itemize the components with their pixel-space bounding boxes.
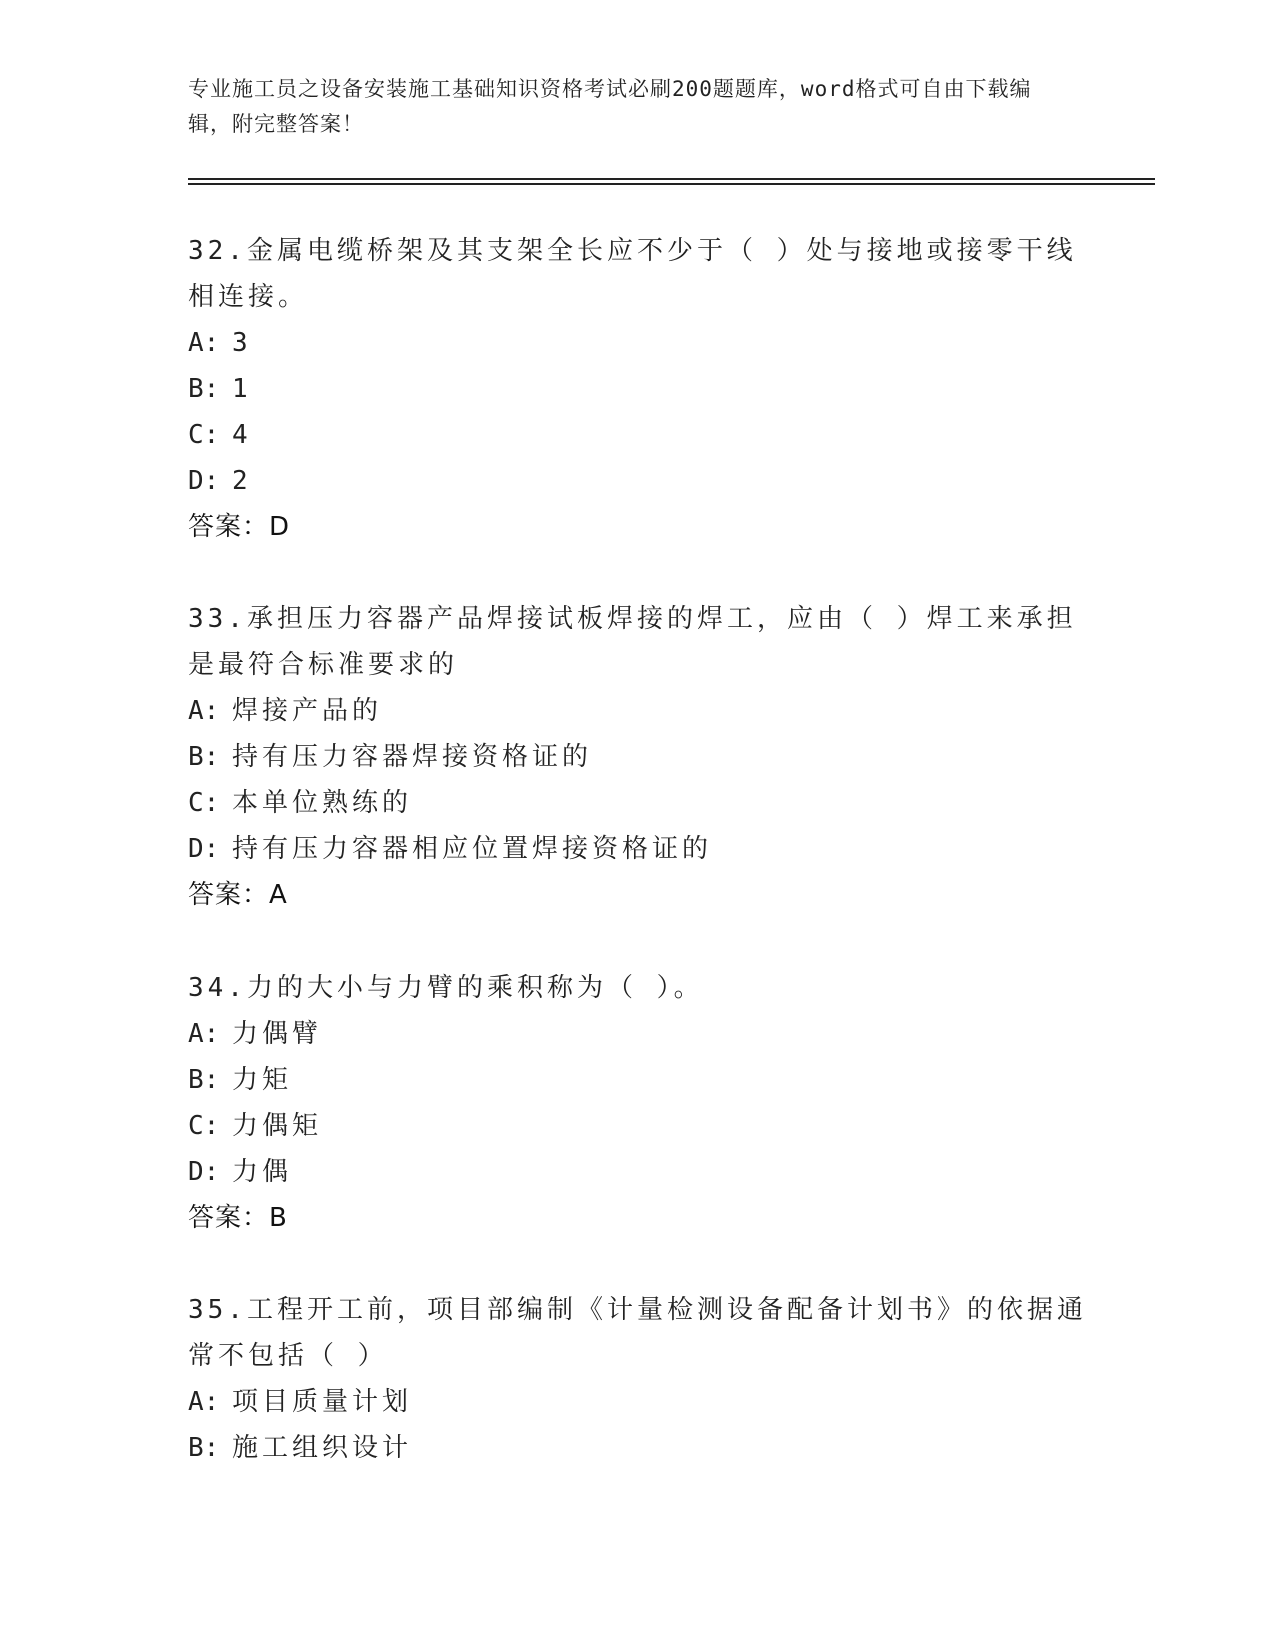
question-33 — [188, 596, 1088, 918]
option-text: 持有压力容器焊接资格证的 — [232, 742, 593, 772]
option-text: 力偶臂 — [232, 1019, 323, 1049]
question-32 — [188, 228, 1088, 550]
option-letter: B: — [188, 374, 220, 404]
option-c — [188, 780, 1088, 826]
option-letter: A: — [188, 696, 220, 726]
option-b — [188, 366, 1088, 412]
option-letter: D: — [188, 834, 220, 864]
question-text: 33.承担压力容器产品焊接试板焊接的焊工，应由（ ）焊工来承担是最符合标准要求的 — [188, 604, 1077, 680]
option-d — [188, 1149, 1088, 1195]
question-35 — [188, 1287, 1088, 1471]
question-text: 35.工程开工前，项目部编制《计量检测设备配备计划书》的依据通常不包括（ ） — [188, 1295, 1087, 1371]
question-34 — [188, 965, 1088, 1241]
option-text: 本单位熟练的 — [232, 788, 413, 818]
option-d — [188, 458, 1088, 504]
option-letter: B: — [188, 1065, 220, 1095]
header-divider-bottom — [188, 183, 1155, 185]
option-letter: B: — [188, 1433, 220, 1463]
option-d — [188, 826, 1088, 872]
option-text: 1 — [232, 374, 252, 404]
option-text: 3 — [232, 328, 252, 358]
option-letter: C: — [188, 1111, 220, 1141]
option-b — [188, 734, 1088, 780]
header-divider-top — [188, 178, 1155, 180]
option-letter: C: — [188, 420, 220, 450]
option-text: 项目质量计划 — [232, 1387, 413, 1417]
option-a — [188, 1011, 1088, 1057]
option-letter: A: — [188, 1387, 220, 1417]
question-text: 34.力的大小与力臂的乘积称为（ ）。 — [188, 973, 704, 1003]
option-text: 焊接产品的 — [232, 696, 383, 726]
answer-line: 答案：B — [188, 1203, 288, 1233]
answer-line: 答案：A — [188, 880, 288, 910]
option-text: 力偶 — [232, 1157, 293, 1187]
option-text: 2 — [232, 466, 252, 496]
option-text: 持有压力容器相应位置焊接资格证的 — [232, 834, 713, 864]
option-text: 力偶矩 — [232, 1111, 323, 1141]
question-text: 32.金属电缆桥架及其支架全长应不少于（ ）处与接地或接零干线相连接。 — [188, 236, 1077, 312]
option-text: 施工组织设计 — [232, 1433, 413, 1463]
document-header: 专业施工员之设备安装施工基础知识资格考试必刷200题题库，word格式可自由下载编辑，附完整答案！ — [188, 77, 1032, 136]
option-letter: A: — [188, 328, 220, 358]
option-letter: D: — [188, 466, 220, 496]
answer-line: 答案：D — [188, 512, 291, 542]
option-a — [188, 688, 1088, 734]
option-letter: D: — [188, 1157, 220, 1187]
option-a — [188, 1379, 1088, 1425]
option-text: 力矩 — [232, 1065, 293, 1095]
option-letter: A: — [188, 1019, 220, 1049]
option-b — [188, 1425, 1088, 1471]
option-c — [188, 1103, 1088, 1149]
option-b — [188, 1057, 1088, 1103]
option-letter: C: — [188, 788, 220, 818]
option-text: 4 — [232, 420, 252, 450]
option-letter: B: — [188, 742, 220, 772]
option-a — [188, 320, 1088, 366]
option-c — [188, 412, 1088, 458]
